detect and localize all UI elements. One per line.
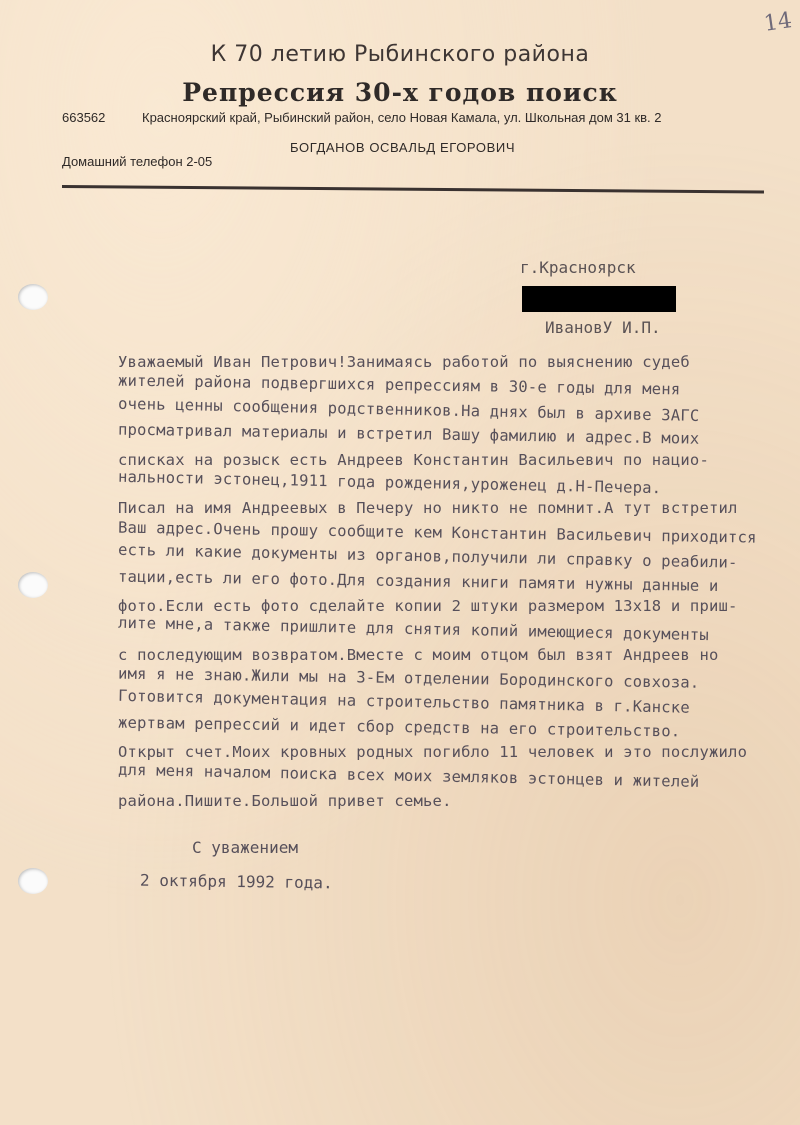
body-line: Уважаемый Иван Петрович!Занимаясь работой по выяснению судеб xyxy=(118,353,690,371)
header-phone: Домашний телефон 2-05 xyxy=(62,154,213,169)
letter-body xyxy=(118,350,800,813)
body-line: тации,есть ли его фото.Для создания книги памяти нужны данные и xyxy=(117,567,719,595)
header-sender-name: БОГДАНОВ ОСВАЛЬД ЕГОРОВИЧ xyxy=(290,140,516,155)
body-line: Готовится документация на строительство памятника в г.Канске xyxy=(117,687,691,718)
body-line: фото.Если есть фото сделайте копии 2 штуки размером 13х18 и приш- xyxy=(118,596,738,615)
letter-closing: С уважением xyxy=(192,838,298,857)
body-line: Ваш адрес.Очень прошу сообщите кем Константин Васильевич приходится xyxy=(117,518,757,547)
page-number-mark: 14 xyxy=(762,8,794,37)
body-line: жителей района подвергшихся репрессиям в 30-е годы для меня xyxy=(117,371,681,399)
recipient-city: г.Красноярск xyxy=(520,258,636,277)
body-line: списках на розыск есть Андреев Константин Васильевич по нацио- xyxy=(118,450,709,469)
header-main-title: Репрессия 30-х годов поиск xyxy=(182,78,618,107)
body-line: с последующим возвратом.Вместе с моим отцом был взят Андреев но xyxy=(118,645,719,664)
punch-hole xyxy=(18,284,48,310)
header-address: Красноярский край, Рыбинский район, село Новая Камала, ул. Школьная дом 31 кв. 2 xyxy=(142,110,662,125)
body-line: Писал на имя Андреевых в Печеру но никто не помнит.А тут встретил xyxy=(118,499,738,518)
recipient-name: ИвановУ И.П. xyxy=(545,318,661,337)
redaction-block xyxy=(522,286,676,312)
body-line: для меня началом поиска всех моих земляков эстонцев и жителей xyxy=(117,760,700,791)
body-line: очень ценны сообщения родственников.На днях был в архиве ЗАГС xyxy=(117,394,700,425)
body-line: есть ли какие документы из органов,получили ли справку о реабили- xyxy=(117,540,738,572)
punch-hole xyxy=(18,572,48,598)
body-line: нальности эстонец,1911 года рождения,уроженец д.Н-Печера. xyxy=(117,467,662,498)
body-line: просматривал материалы и встретил Вашу фамилию и адрес.В моих xyxy=(117,420,700,448)
letter-date: 2 октября 1992 года. xyxy=(139,870,333,893)
body-line: жертвам репрессий и идет сбор средств на его строительство. xyxy=(117,713,681,741)
header-zip-code: 663562 xyxy=(62,110,106,125)
header-anniversary-title: К 70 летию Рыбинского района xyxy=(210,42,590,67)
body-line: района.Пишите.Большой привет семье. xyxy=(118,792,452,811)
body-line: имя я не знаю.Жили мы на 3-Ем отделении Бородинского совхоза. xyxy=(117,664,700,692)
body-line: Открыт счет.Моих кровных родных погибло 11 человек и это послужило xyxy=(118,743,748,762)
punch-hole xyxy=(18,868,48,894)
header-divider xyxy=(62,185,764,194)
body-line: лите мне,а также пришлите для снятия копий имеющиеся документы xyxy=(117,614,710,645)
